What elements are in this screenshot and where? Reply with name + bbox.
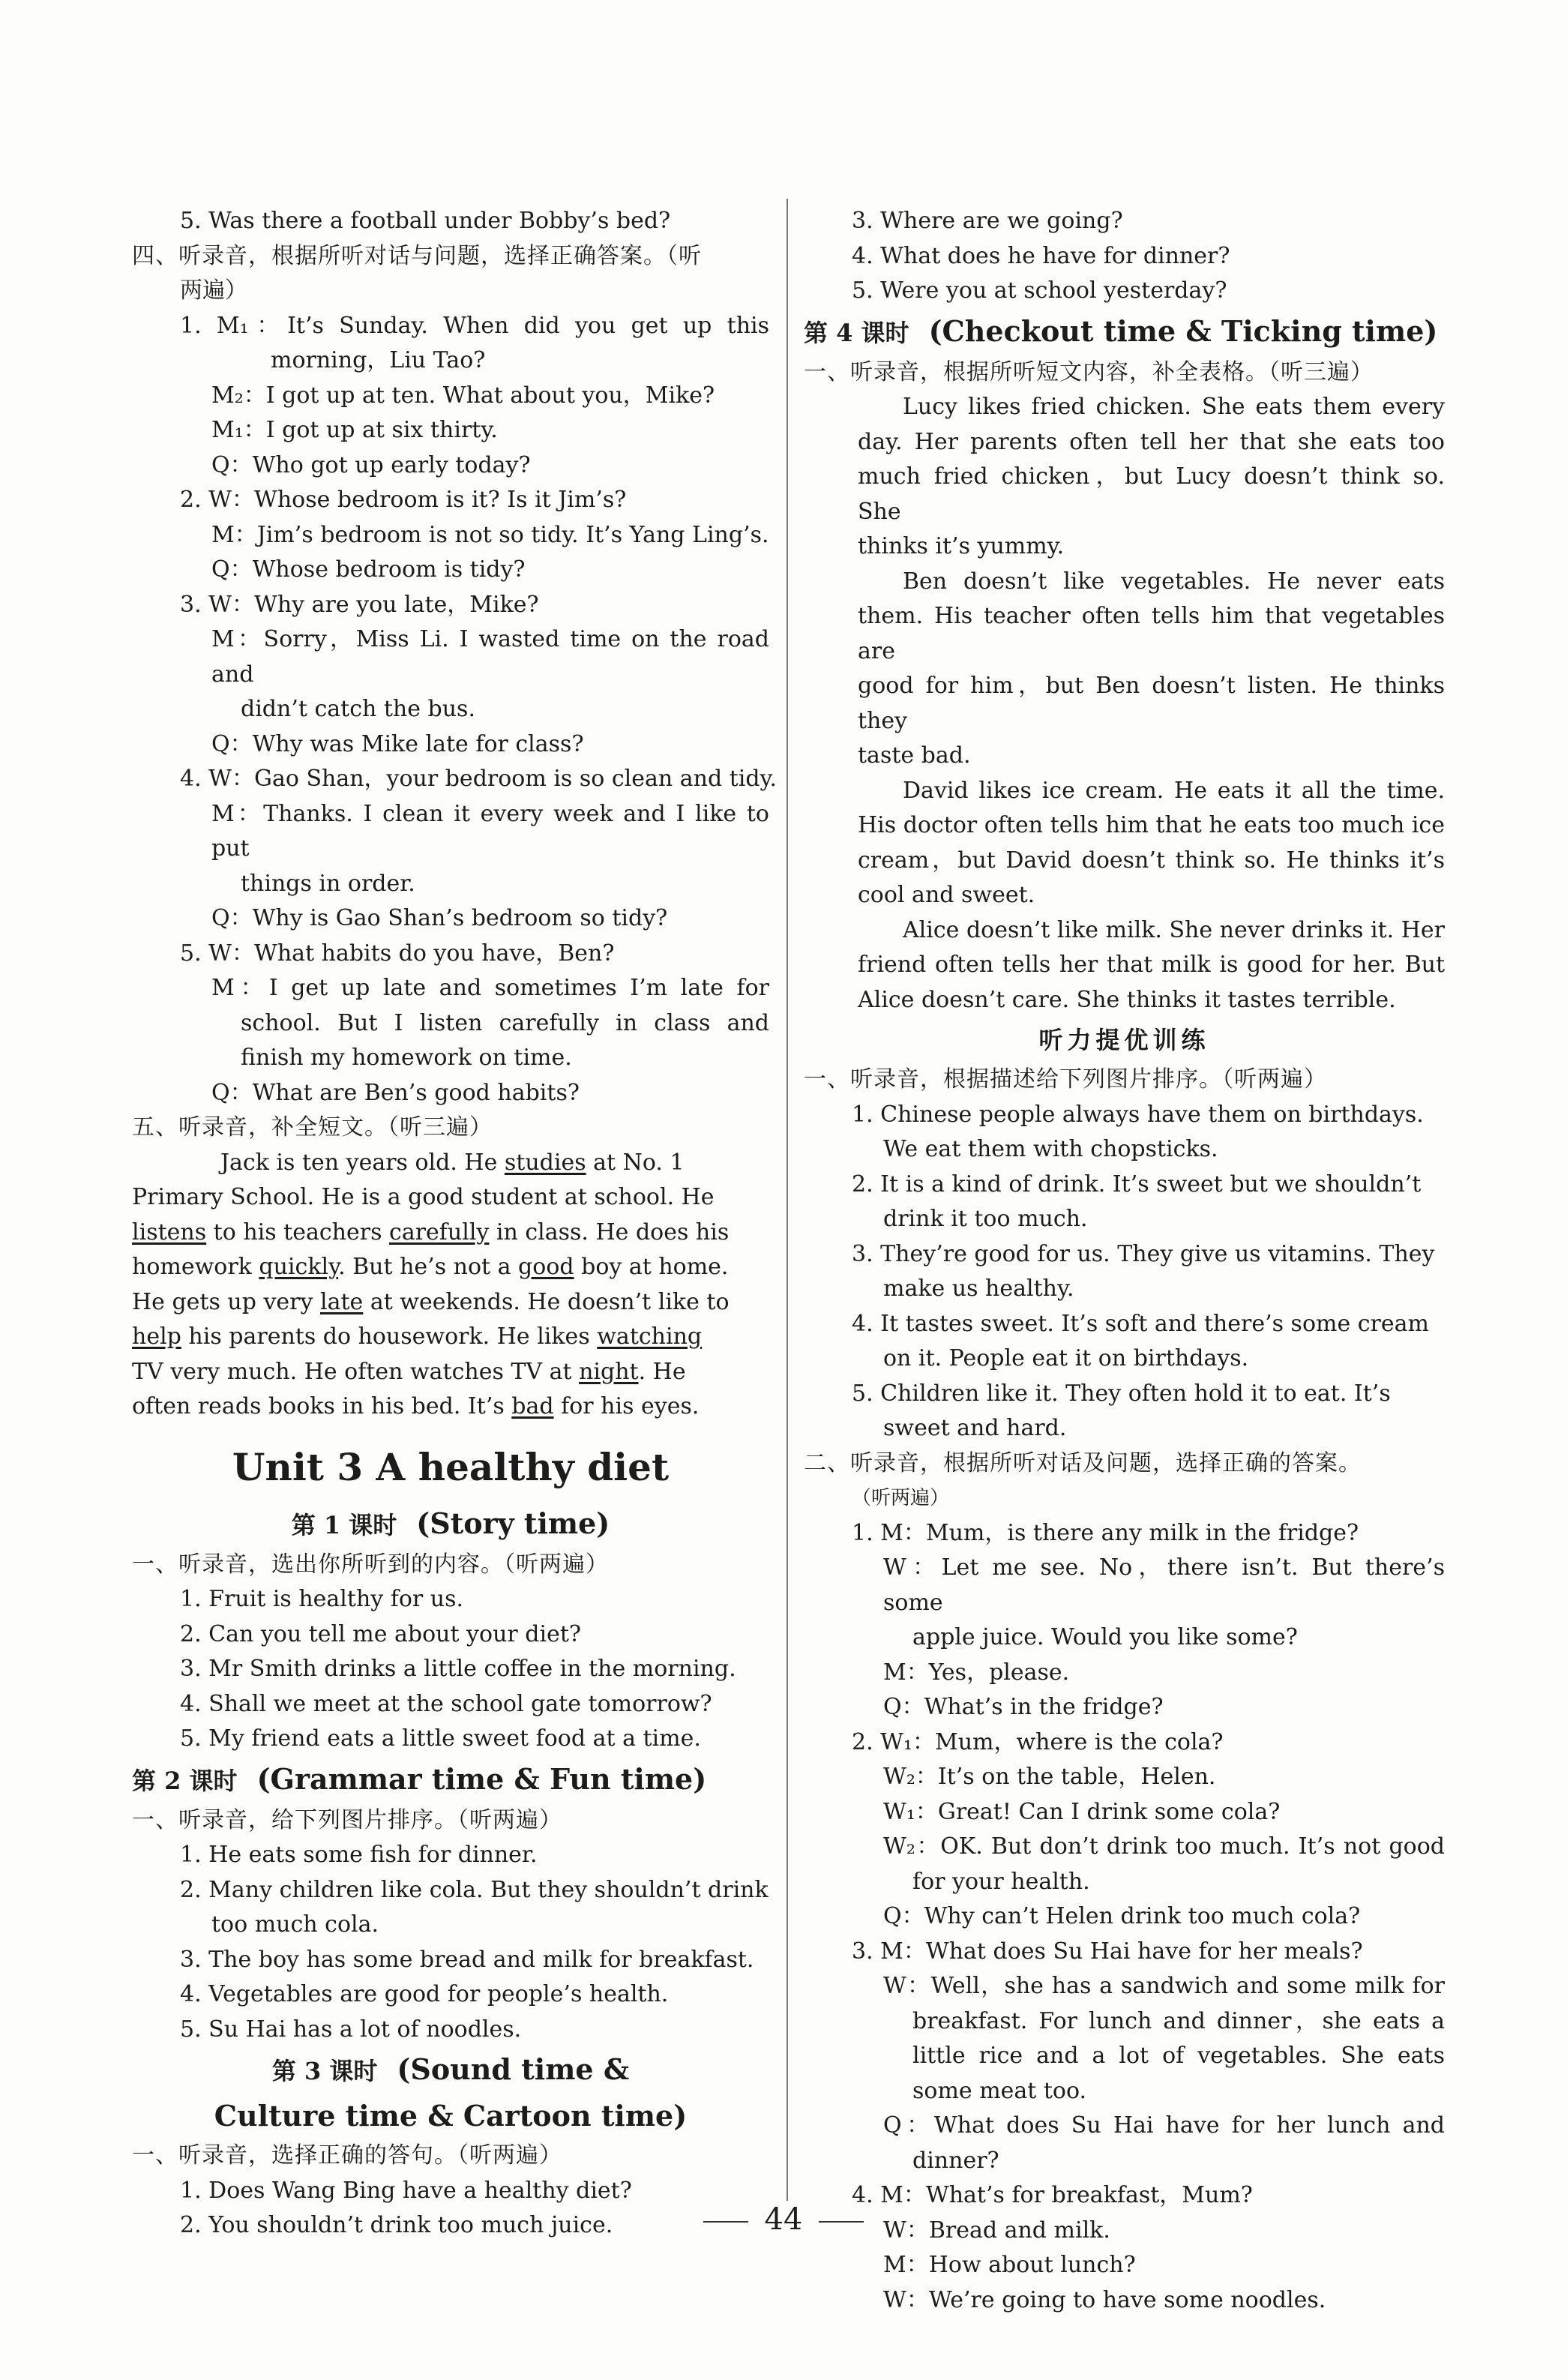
passage-text: . But he’s not a xyxy=(338,1254,519,1280)
dialogue-line: 1. M₁：It’s Sunday. When did you get up this xyxy=(180,312,769,339)
lesson-number: 第 1 课时 xyxy=(291,1510,397,1539)
passage-line xyxy=(132,1285,769,1320)
dialogue-line: things in order. xyxy=(241,870,415,897)
dialogue-line: Q：Why was Mike late for class? xyxy=(211,730,584,757)
dialogue-line: for your health. xyxy=(912,1868,1090,1895)
dialogue-line: W₁：Great! Can I drink some cola? xyxy=(883,1798,1281,1825)
passage-text: at No. 1 xyxy=(586,1149,685,1176)
dialogue-line: didn’t catch the bus. xyxy=(241,696,475,722)
passage-text: for his eyes. xyxy=(553,1393,700,1419)
passage-line: Ben doesn’t like vegetables. He never eats xyxy=(903,568,1445,595)
passage-text: Jack is ten years old. He xyxy=(220,1149,505,1176)
lesson-heading xyxy=(132,1501,769,1548)
dialogue-line: M：Yes，please. xyxy=(883,1659,1070,1686)
section-heading: 一、听录音，选择正确的答句。（听两遍） xyxy=(132,2142,562,2169)
passage-line xyxy=(132,1355,769,1390)
dialogue-line: M：Jim’s bedroom is not so tidy. It’s Yang Ling’s. xyxy=(211,521,769,548)
footer-dash-left xyxy=(703,2221,748,2223)
list-item: 5. My friend eats a little sweet food at a time. xyxy=(180,1725,701,1752)
lesson-name: (Sound time & xyxy=(397,2052,630,2086)
section-heading: 一、听录音，选出你所听到的内容。（听两遍） xyxy=(132,1551,609,1578)
list-item: 1. Does Wang Bing have a healthy diet? xyxy=(180,2177,632,2204)
section-heading: 一、听录音，给下列图片排序。（听两遍） xyxy=(132,1806,562,1833)
lesson-heading xyxy=(132,2047,769,2094)
dialogue-line: W：Well，she has a sandwich and some milk for xyxy=(883,1973,1445,1999)
list-item: 5. Children like it. They often hold it to eat. It’s xyxy=(852,1380,1391,1407)
list-item: 4. It tastes sweet. It’s soft and there’s some cream xyxy=(852,1310,1429,1337)
passage-text: often reads books in his bed. It’s xyxy=(132,1393,512,1419)
dialogue-line: Q：Whose bedroom is tidy? xyxy=(211,556,526,583)
lesson-name: (Grammar time & Fun time) xyxy=(256,1761,707,1796)
list-item: 4. Vegetables are good for people’s health. xyxy=(180,1981,669,2007)
passage-line: much fried chicken，but Lucy doesn’t think so. She xyxy=(858,463,1445,525)
passage-line xyxy=(132,1389,769,1425)
list-item: 3. They’re good for us. They give us vitamins. They xyxy=(852,1240,1435,1267)
text-line: 两遍） xyxy=(180,277,247,304)
unit-title: Unit 3 A healthy diet xyxy=(232,1444,670,1489)
passage-line: Lucy likes fried chicken. She eats them every xyxy=(903,394,1445,420)
passage-text: . He xyxy=(638,1358,686,1385)
list-item: make us healthy. xyxy=(883,1275,1074,1302)
section-heading: 一、听录音，根据描述给下列图片排序。（听两遍） xyxy=(804,1066,1327,1093)
cloze-passage xyxy=(132,1146,769,1425)
lesson-heading xyxy=(804,309,1445,355)
dialogue-line: W₂：It’s on the table，Helen. xyxy=(883,1764,1216,1790)
list-item: 3. Where are we going? xyxy=(852,208,1123,234)
page-number-footer xyxy=(0,2197,1567,2242)
passage-line: them. His teacher often tells him that vegetables are xyxy=(858,603,1445,664)
list-item: 2. You shouldn’t drink too much juice. xyxy=(180,2212,613,2238)
dialogue-line: Q：What are Ben’s good habits? xyxy=(211,1079,580,1106)
lesson-number: 第 2 课时 xyxy=(132,1766,238,1795)
dialogue-line: 3. W：Why are you late，Mike? xyxy=(180,591,539,618)
list-item: 1. Chinese people always have them on birthdays. xyxy=(852,1101,1424,1128)
dialogue-line: M：I get up late and sometimes I’m late for xyxy=(211,975,769,1001)
list-item: 1. He eats some fish for dinner. xyxy=(180,1842,538,1868)
list-item: 2. Many children like cola. But they shouldn’t drink xyxy=(180,1876,769,1903)
list-item: 2. It is a kind of drink. It’s sweet but we shouldn’t xyxy=(852,1171,1422,1197)
dialogue-line: Q：Why is Gao Shan’s bedroom so tidy? xyxy=(211,905,668,931)
lesson-name: (Checkout time & Ticking time) xyxy=(928,313,1438,348)
list-item: We eat them with chopsticks. xyxy=(883,1136,1218,1162)
dialogue-line: M：How about lunch? xyxy=(883,2252,1136,2278)
dialogue-line: 4. M：What’s for breakfast，Mum? xyxy=(852,2182,1253,2208)
passage-line: Alice doesn’t care. She thinks it tastes terrible. xyxy=(858,986,1396,1013)
passage-text: in class. He does his xyxy=(489,1218,730,1245)
dialogue-line: Q：What does Su Hai have for her lunch and xyxy=(883,2112,1445,2139)
list-item: on it. People eat it on birthdays. xyxy=(883,1345,1249,1371)
filled-blank: good xyxy=(518,1254,574,1280)
passage-text: He gets up very xyxy=(132,1288,320,1315)
list-item: 2. Can you tell me about your diet? xyxy=(180,1620,581,1647)
dialogue-line: Q：Who got up early today? xyxy=(211,451,531,478)
dialogue-line: W：Bread and milk. xyxy=(883,2217,1110,2244)
lesson-name: (Story time) xyxy=(416,1506,610,1540)
section-heading: 一、听录音，根据所听短文内容，补全表格。（听三遍） xyxy=(804,358,1374,385)
passage-line: Primary School. He is a good student at school. He xyxy=(132,1184,715,1210)
dialogue-line: Q：What’s in the fridge? xyxy=(883,1694,1164,1720)
footer-dash-right xyxy=(819,2221,864,2223)
dialogue-line: M：Sorry，Miss Li. I wasted time on the road and xyxy=(211,626,769,688)
filled-blank: help xyxy=(132,1323,181,1350)
passage-text: TV very much. He often watches TV at xyxy=(132,1358,580,1385)
dialogue-line: school. But I listen carefully in class and xyxy=(241,1009,769,1036)
passage-line: taste bad. xyxy=(858,742,971,769)
passage-line: cream，but David doesn’t think so. He thinks it’s xyxy=(858,847,1445,874)
dialogue-line: M₁：I got up at six thirty. xyxy=(211,417,498,443)
passage-line: friend often tells her that milk is good for her. But xyxy=(858,952,1445,978)
filled-blank: quickly xyxy=(259,1254,339,1280)
dialogue-line: 3. M：What does Su Hai have for her meals? xyxy=(852,1938,1363,1965)
dialogue-line: 5. W：What habits do you have，Ben? xyxy=(180,940,615,967)
list-item: 1. Fruit is healthy for us. xyxy=(180,1586,464,1612)
subsection-title: 听力提优训练 xyxy=(1038,1026,1210,1054)
lesson-number: 第 4 课时 xyxy=(804,318,909,347)
section-heading: 五、听录音，补全短文。（听三遍） xyxy=(132,1114,493,1141)
passage-line: day. Her parents often tell her that she eats too xyxy=(858,428,1445,455)
passage-text: to his teachers xyxy=(206,1218,390,1245)
right-column xyxy=(804,204,1445,2318)
list-item: 4. Shall we meet at the school gate tomorrow? xyxy=(180,1690,712,1717)
dialogue-line: W：We’re going to have some noodles. xyxy=(883,2286,1326,2313)
dialogue-line: apple juice. Would you like some? xyxy=(912,1624,1298,1650)
dialogue-line: 2. W：Whose bedroom is it? Is it Jim’s? xyxy=(180,487,627,513)
dialogue-line: W₂：OK. But don’t drink too much. It’s not good xyxy=(883,1833,1445,1860)
left-column xyxy=(132,204,778,2244)
lesson-heading xyxy=(132,1757,769,1803)
lesson-number: 第 3 课时 xyxy=(271,2057,378,2085)
dialogue-line: little rice and a lot of vegetables. She eats xyxy=(912,2043,1445,2069)
dialogue-line: finish my homework on time. xyxy=(241,1045,572,1071)
dialogue-line: some meat too. xyxy=(912,2077,1087,2104)
passage-line: good for him，but Ben doesn’t listen. He thinks they xyxy=(858,673,1445,734)
passage-line: Alice doesn’t like milk. She never drinks it. Her xyxy=(903,916,1445,943)
filled-blank: bad xyxy=(511,1393,554,1419)
dialogue-line: dinner? xyxy=(912,2147,999,2174)
filled-blank: night xyxy=(579,1358,639,1385)
column-divider xyxy=(786,199,788,2201)
filled-blank: late xyxy=(320,1288,364,1315)
text-line: 5. Was there a football under Bobby’s bed? xyxy=(180,208,671,234)
dialogue-line: 4. W：Gao Shan，your bedroom is so clean and tidy. xyxy=(180,766,778,792)
filled-blank: watching xyxy=(597,1323,703,1350)
list-item: 3. Mr Smith drinks a little coffee in the morning. xyxy=(180,1656,736,1682)
dialogue-line: M₂：I got up at ten. What about you，Mike? xyxy=(211,382,715,409)
section-heading: 四、听录音，根据所听对话与问题，选择正确答案。（听 xyxy=(132,242,702,269)
filled-blank: studies xyxy=(504,1149,586,1176)
section-heading: 二、听录音，根据所听对话及问题，选择正确的答案。 xyxy=(804,1449,1362,1476)
lesson-heading-continued: Culture time & Cartoon time) xyxy=(214,2099,688,2133)
passage-line: cool and sweet. xyxy=(858,882,1035,908)
list-item: 3. The boy has some bread and milk for breakfast. xyxy=(180,1946,754,1973)
filled-blank: listens xyxy=(132,1218,207,1245)
passage-line: thinks it’s yummy. xyxy=(858,533,1065,559)
dialogue-line: breakfast. For lunch and dinner，she eats a xyxy=(912,2007,1445,2034)
passage-text: his parents do housework. He likes xyxy=(181,1323,598,1350)
dialogue-line: 1. M：Mum，is there any milk in the fridge? xyxy=(852,1519,1359,1546)
passage-text: at weekends. He doesn’t like to xyxy=(363,1288,730,1315)
dialogue-line: W：Let me see. No，there isn’t. But there’s some xyxy=(883,1554,1445,1616)
list-item: 5. Su Hai has a lot of noodles. xyxy=(180,2016,522,2043)
passage-line xyxy=(132,1250,769,1285)
list-item: too much cola. xyxy=(211,1911,379,1938)
passage-line: His doctor often tells him that he eats too much ice xyxy=(858,812,1445,838)
list-item: 4. What does he have for dinner? xyxy=(852,242,1230,269)
dialogue-line: 2. W₁：Mum，where is the cola? xyxy=(852,1728,1224,1755)
page-number: 44 xyxy=(764,2202,803,2237)
list-item: sweet and hard. xyxy=(883,1415,1067,1441)
list-item: drink it too much. xyxy=(883,1206,1088,1232)
section-heading-note: （听两遍） xyxy=(852,1487,950,1509)
passage-text: homework xyxy=(132,1254,259,1280)
dialogue-line: M：Thanks. I clean it every week and I like to put xyxy=(211,800,769,862)
passage-line: David likes ice cream. He eats it all the time. xyxy=(903,777,1445,804)
passage-text: boy at home. xyxy=(574,1254,729,1280)
dialogue-line: morning，Liu Tao? xyxy=(271,347,486,373)
passage-line xyxy=(132,1146,769,1181)
dialogue-line: Q：Why can’t Helen drink too much cola? xyxy=(883,1903,1361,1929)
list-item: 5. Were you at school yesterday? xyxy=(852,277,1227,304)
passage-line xyxy=(132,1215,769,1251)
filled-blank: carefully xyxy=(389,1218,490,1245)
passage-line xyxy=(132,1320,769,1355)
